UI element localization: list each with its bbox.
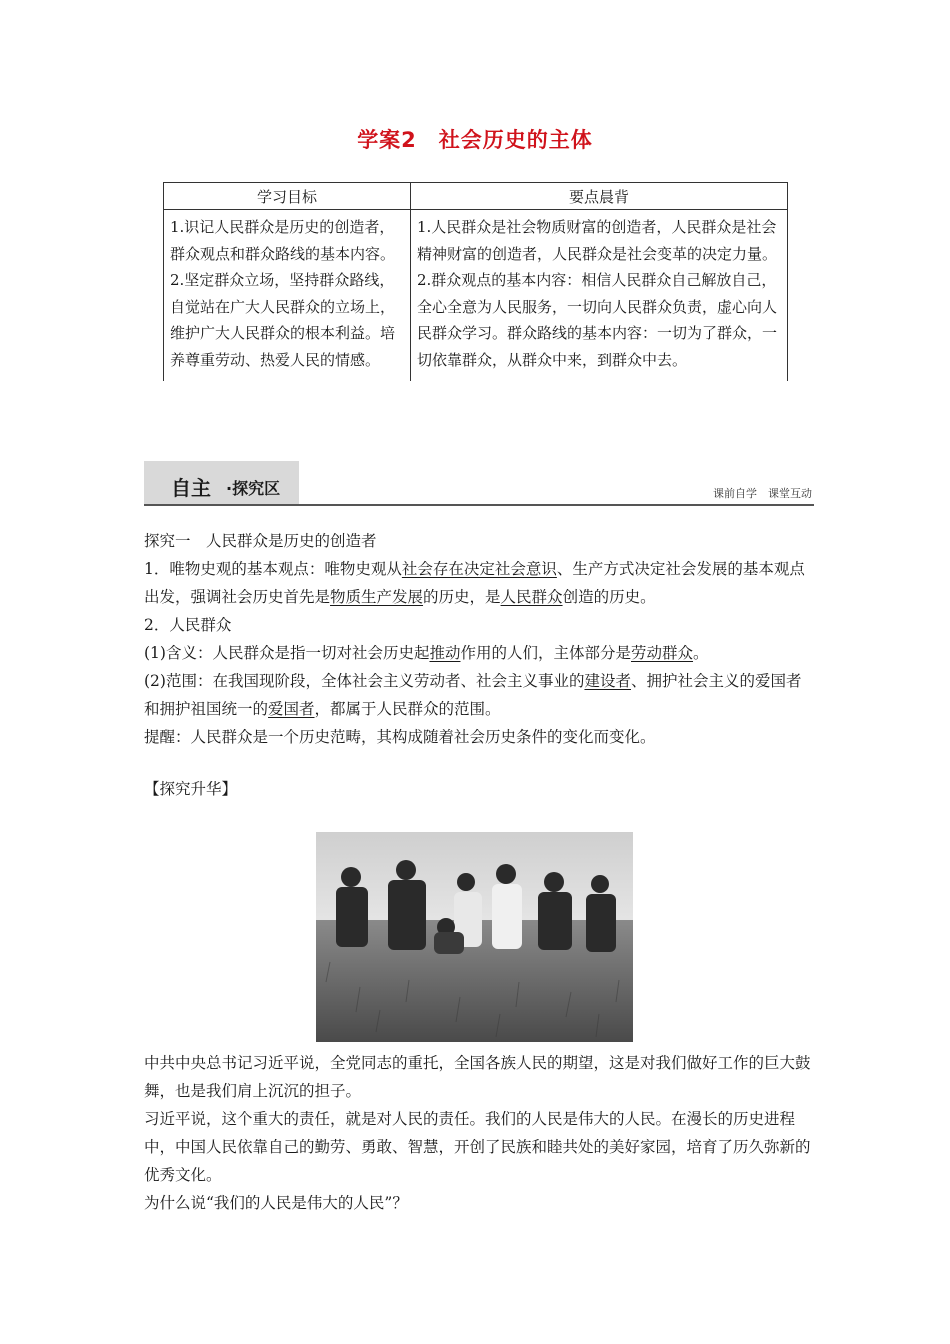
question: 为什么说“我们的人民是伟大的人民”？ bbox=[144, 1194, 408, 1212]
underlined-term: 社会存在决定社会意识 bbox=[401, 560, 557, 578]
banner-rule bbox=[144, 504, 814, 506]
banner-right-label: 课前自学 课堂互动 bbox=[713, 487, 812, 500]
reading-passage bbox=[144, 1049, 814, 1217]
paragraph: 1．唯物史观的基本观点：唯物史观从社会存在决定社会意识、生产方式决定社会发展的基本观点出发，强调社会历史首先是物质生产发展的历史，是人民群众创造的历史。 bbox=[144, 560, 805, 606]
section-explore-one bbox=[144, 527, 814, 751]
underlined-term: 人民群众 bbox=[500, 588, 563, 606]
underlined-term: 建设者 bbox=[584, 672, 631, 690]
goal-item: 2.坚定群众立场，坚持群众路线，自觉站在广大人民群众的立场上，维护广大人民群众的根本利益。培养尊重劳动、热爱人民的情感。 bbox=[170, 271, 396, 369]
underlined-term: 推动 bbox=[429, 644, 461, 662]
upgrade-label: 【探究升华】 bbox=[144, 780, 238, 798]
goals-header: 学习目标 bbox=[164, 183, 411, 210]
section-heading: 探究一 人民群众是历史的创造者 bbox=[144, 532, 377, 550]
paragraph: 提醒：人民群众是一个历史范畴，其构成随着社会历史条件的变化而变化。 bbox=[144, 728, 656, 746]
field-photo bbox=[316, 832, 633, 1042]
banner-sub-label: ·探究区 bbox=[226, 479, 281, 498]
paragraph: 中共中央总书记习近平说，全党同志的重托，全国各族人民的期望，这是对我们做好工作的巨大鼓舞，也是我们肩上沉沉的担子。 bbox=[144, 1054, 811, 1100]
underlined-term: 劳动群众 bbox=[631, 644, 694, 662]
paragraph: 2．人民群众 bbox=[144, 616, 232, 634]
section-banner bbox=[144, 461, 814, 506]
keypoint-item: 2.群众观点的基本内容：相信人民群众自己解放自己，全心全意为人民服务，一切向人民群众负责，虚心向人民群众学习。群众路线的基本内容：一切为了群众，一切依靠群众，从群众中来，到群众中去。 bbox=[417, 271, 778, 369]
photo-illustration bbox=[316, 832, 633, 1042]
keypoints-cell bbox=[411, 210, 788, 382]
underlined-term: 爱国者 bbox=[268, 700, 315, 718]
goal-item: 1.识记人民群众是历史的创造者，群众观点和群众路线的基本内容。 bbox=[170, 218, 396, 263]
goals-cell bbox=[164, 210, 411, 382]
banner-main-label: 自主 bbox=[171, 476, 211, 500]
paragraph: (2)范围：在我国现阶段，全体社会主义劳动者、社会主义事业的建设者、拥护社会主义的爱国者和拥护祖国统一的爱国者，都属于人民群众的范围。 bbox=[144, 672, 802, 718]
keypoints-header: 要点晨背 bbox=[411, 183, 788, 210]
goals-table bbox=[163, 182, 788, 381]
underlined-term: 物质生产发展 bbox=[330, 588, 424, 606]
paragraph: 习近平说，这个重大的责任，就是对人民的责任。我们的人民是伟大的人民。在漫长的历史进程中，中国人民依靠自己的勤劳、勇敢、智慧，开创了民族和睦共处的美好家园，培育了历久弥新的优秀文化。 bbox=[144, 1110, 811, 1184]
page-title: 学案2 社会历史的主体 bbox=[357, 128, 593, 152]
paragraph: (1)含义：人民群众是指一切对社会历史起推动作用的人们，主体部分是劳动群众。 bbox=[144, 644, 709, 662]
keypoint-item: 1.人民群众是社会物质财富的创造者，人民群众是社会精神财富的创造者，人民群众是社会变革的决定力量。 bbox=[417, 218, 778, 263]
